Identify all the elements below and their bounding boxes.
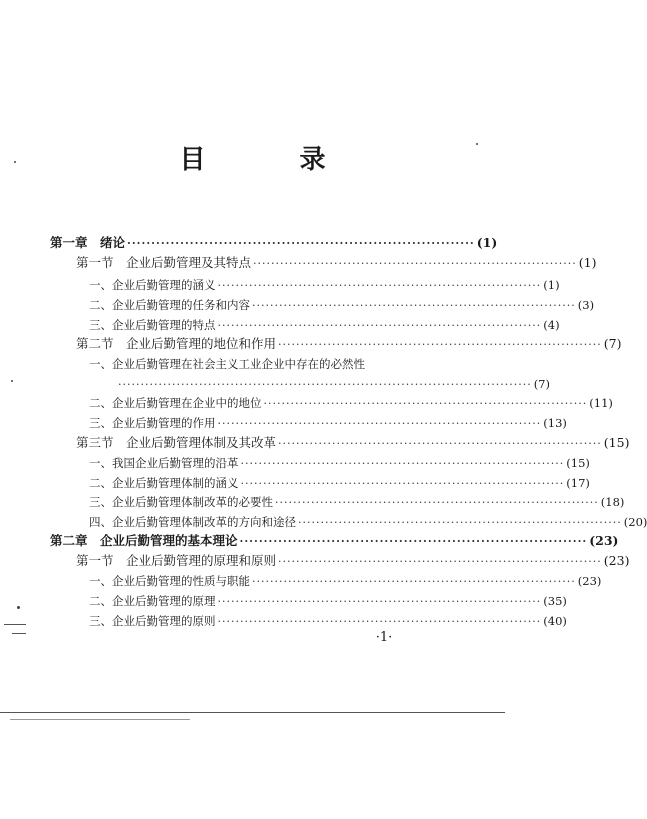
toc-entry-subsection — [89, 453, 590, 473]
toc-entry-label: 四、企业后勤管理体制改革的方向和途径 — [89, 515, 296, 529]
bottom-rule-short — [10, 719, 190, 720]
page-title: 目 录 — [179, 145, 360, 175]
toc-entry-subsection — [89, 492, 625, 512]
toc-entry-section — [76, 334, 622, 354]
toc-entry-label: 二、企业后勤管理在企业中的地位 — [89, 396, 262, 410]
leader-dots: ········································································ — [252, 575, 576, 588]
toc-entry-chapter — [50, 233, 498, 253]
leader-dots: ········································································ — [217, 595, 542, 608]
toc-entry-section — [76, 433, 630, 453]
toc-entry-page: (23) — [577, 574, 602, 588]
margin-mark — [12, 633, 26, 634]
leader-dots: ········································································ — [217, 279, 542, 292]
scan-speck — [14, 161, 16, 163]
toc-entry-chapter — [50, 531, 619, 551]
toc-entry-label: 一、企业后勤管理的涵义 — [89, 278, 216, 292]
toc-entry-page: (15) — [603, 435, 630, 450]
leader-dots: ···························································································· — [118, 378, 532, 391]
leader-dots: ········································································ — [240, 457, 565, 470]
toc-entry-subsection — [89, 413, 567, 433]
leader-dots: ········································································ — [240, 477, 565, 490]
toc-entry-label: 三、企业后勤管理的作用 — [89, 416, 216, 430]
toc-entry-page: (15) — [566, 456, 590, 470]
toc-entry-page: (23) — [603, 553, 630, 568]
leader-dots: ········································································ — [263, 397, 588, 410]
toc-entry-subsection — [89, 591, 567, 611]
toc-entry-subsection — [89, 315, 560, 335]
toc-entry-subsection — [89, 275, 560, 295]
page-number: ·1· — [375, 630, 393, 645]
leader-dots: ········································································ — [217, 417, 542, 430]
scan-speck — [17, 606, 20, 609]
toc-entry-page: (18) — [600, 495, 625, 509]
toc-entry-subsection — [89, 611, 567, 631]
leader-dots: ········································································ — [253, 257, 577, 270]
leader-dots: ········································································ — [278, 338, 602, 351]
toc-entry-label: 第二节 企业后勤管理的地位和作用 — [76, 336, 277, 351]
toc-entry-label: 一、企业后勤管理在社会主义工业企业中存在的必然性 — [89, 357, 365, 371]
scan-speck — [476, 143, 478, 145]
toc-entry-section — [76, 253, 597, 273]
toc-entry-page: (35) — [543, 594, 567, 608]
toc-entry-page: (1) — [578, 255, 597, 270]
toc-entry-label: 一、我国企业后勤管理的沿革 — [89, 456, 239, 470]
toc-entry-subsection — [89, 354, 392, 374]
toc-entry-page: (40) — [543, 614, 567, 628]
leader-dots: ········································································ — [127, 237, 475, 250]
toc-entry-label: 第一章 绪论 — [50, 235, 126, 250]
leader-dots: ········································································ — [278, 437, 602, 450]
toc-entry-label: 第三节 企业后勤管理体制及其改革 — [76, 435, 277, 450]
toc-entry-subsection — [89, 393, 613, 413]
toc-entry-subsection — [89, 295, 595, 315]
toc-entry-page: (1) — [476, 235, 498, 250]
leader-dots: ········································································ — [252, 299, 576, 312]
leader-dots: ········································································ — [239, 535, 588, 548]
toc-entry-label: 二、企业后勤管理的原理 — [89, 594, 216, 608]
scan-speck — [11, 380, 13, 382]
leader-dots: ········································································ — [217, 615, 542, 628]
toc-entry-subsection — [89, 512, 647, 532]
toc-entry-page: (23) — [589, 533, 619, 548]
toc-entry-label: 第一节 企业后勤管理及其特点 — [76, 255, 252, 270]
toc-entry-label: 第一节 企业后勤管理的原理和原则 — [76, 553, 277, 568]
toc-entry-label: 一、企业后勤管理的性质与职能 — [89, 574, 250, 588]
toc-entry-page: (11) — [589, 396, 613, 410]
toc-entry-page: (17) — [566, 476, 590, 490]
bottom-rule — [0, 712, 505, 713]
toc-entry-label: 二、企业后勤管理的任务和内容 — [89, 298, 250, 312]
toc-entry-page: (20) — [623, 515, 647, 529]
toc-entry-page: (7) — [533, 377, 550, 391]
toc-entry-label: 二、企业后勤管理体制的涵义 — [89, 476, 239, 490]
toc-entry-section — [76, 551, 630, 571]
toc-entry-page: (13) — [543, 416, 567, 430]
toc-entry-label: 三、企业后勤管理的特点 — [89, 318, 216, 332]
margin-mark — [4, 624, 26, 625]
toc-entry-page: (4) — [543, 318, 560, 332]
toc-entry-page: (7) — [603, 336, 622, 351]
toc-entry-subsection — [89, 473, 590, 493]
leader-dots: ········································································ — [278, 555, 602, 568]
toc-entry-page: (1) — [543, 278, 560, 292]
toc-entry-label: 第二章 企业后勤管理的基本理论 — [50, 533, 238, 548]
leader-dots: ········································································ — [298, 516, 622, 529]
toc-entry-label: 三、企业后勤管理的原则 — [89, 614, 216, 628]
toc-entry-continuation — [118, 374, 550, 394]
toc-entry-page: (3) — [577, 298, 595, 312]
toc-entry-label: 三、企业后勤管理体制改革的必要性 — [89, 495, 273, 509]
leader-dots: ········································································ — [217, 319, 542, 332]
leader-dots: ········································································ — [275, 496, 599, 509]
toc-entry-subsection — [89, 571, 602, 591]
